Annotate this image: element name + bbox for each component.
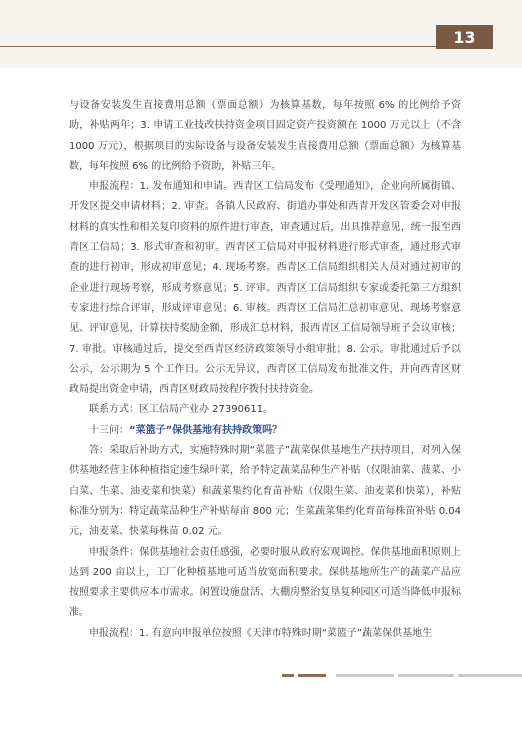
- question-number: 十三问：: [89, 424, 129, 436]
- question-title: “菜篮子”保供基地有扶持政策吗？: [129, 424, 283, 436]
- question-heading: [69, 421, 461, 441]
- paragraph-subsidy-continuation: 与设备安装发生直接费用总额（票面总额）为核算基数，每年按照 6% 的比例给予资助，补贴两年；3. 申请工业技改扶持资金项目固定资产投资额在 1000 万元以上（不含 1000 万元），根据项目的实际设备与设备安装发生直接费用总额（票面总额）为核算基数，每年按照 6% 的比例给予资助，补贴三年。: [69, 100, 461, 172]
- paragraph-answer: 答：采取后补助方式，实施特殊时期“菜篮子”蔬菜保供基地生产扶持项目，对列入保供基地经营主体种植指定速生绿叶菜，给予特定蔬菜品种生产补贴（仅限油菜、菠菜、小白菜、生菜、油麦菜和快菜）和蔬菜集约化育苗补贴（仅限生菜、油麦菜和快菜），补贴标准分别为：特定蔬菜品种生产补贴每亩 800 元；生菜蔬菜集约化育苗每株苗补贴 0.04 元，油麦菜、快菜每株苗 0.02 元。: [69, 445, 461, 538]
- footer-decor-bar: [282, 674, 294, 677]
- footer-decor-bar: [298, 674, 326, 677]
- footer-decor-bar: [398, 674, 454, 677]
- page-number: 13: [436, 25, 493, 49]
- paragraph-application-process: 申报流程：1. 发布通知和申请。西青区工信局发布《受理通知》，企业向所属街镇、开发区提交申请材料；2. 审查。各镇人民政府、街道办事处和西青开发区管委会对申报材料的真实性和相关复印资料的原件进行审查，审查通过后，出具推荐意见，统一报至西青区工信局；3. 形式审查和初审。西青区工信局对申报材料进行形式审查，通过形式审查的进行初审，形成初审意见；4. 现场考察。西青区工信局组织相关人员对通过初审的企业进行现场考察，形成考察意见；5. 评审。西青区工信局组织专家或委托第三方组织专家进行综合评审，形成评审意见；6. 审核。西青区工信局汇总初审意见、现场考察意见、评审意见，计算扶持奖励金额，形成汇总材料，报西青区工信局领导班子会议审核；7. 审批。审核通过后，提交至西青区经济政策领导小组审批；8. 公示。审批通过后予以公示，公示期为 5 个工作日。公示无异议，西青区工信局发布批准文件，并向西青区财政局提出资金申请，西青区财政局按程序拨付扶持资金。: [69, 181, 461, 396]
- paragraph-contact: 联系方式：区工信局产业办 27390611。: [89, 404, 274, 416]
- header-rule: [0, 46, 436, 47]
- paragraph-process-start: 申报流程：1. 有意向申报单位按照《天津市特殊时期“菜篮子”蔬菜保供基地生: [89, 627, 433, 639]
- paragraph-conditions: 申报条件：保供基地社会责任感强，必要时服从政府宏观调控。保供基地面积原则上达到 200 亩以上，工厂化种植基地可适当放宽面积要求。保供基地所生产的蔬菜产品应按照要求主要供应本市需求。闲置设施盘活、大棚房整治复垦复种园区可适当降低申报标准。: [69, 546, 461, 619]
- footer-decor-bar: [336, 674, 394, 677]
- document-body: [69, 96, 461, 644]
- footer-decor-bar: [458, 674, 522, 677]
